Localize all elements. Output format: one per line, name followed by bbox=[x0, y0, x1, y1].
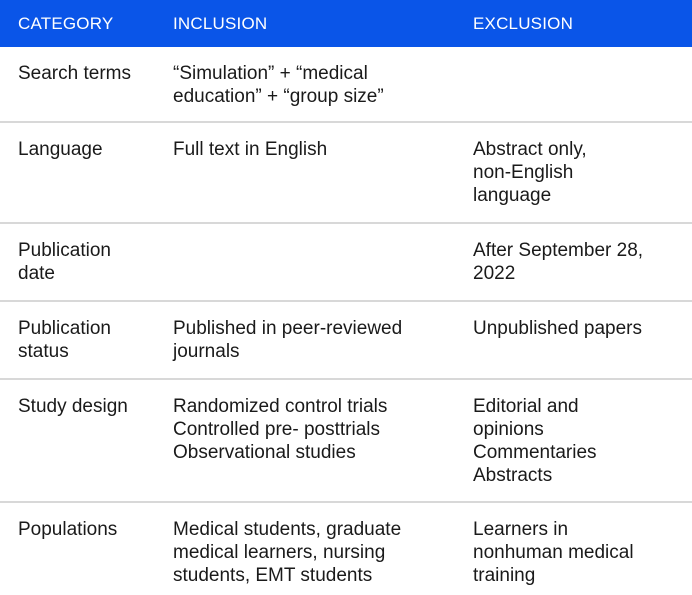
exclusion-cell: Abstract only, non-English language bbox=[473, 139, 587, 206]
header-inclusion: INCLUSION bbox=[173, 13, 268, 33]
table-header bbox=[0, 0, 692, 47]
table-row bbox=[0, 380, 692, 503]
exclusion-cell: After September 28, 2022 bbox=[473, 240, 644, 284]
inclusion-cell: Published in peer-reviewed journals bbox=[173, 318, 403, 362]
category-cell: Search terms bbox=[18, 63, 131, 84]
category-cell: Publication status bbox=[18, 318, 111, 362]
category-cell: Language bbox=[18, 139, 103, 160]
category-cell: Publication date bbox=[18, 240, 111, 284]
exclusion-cell: Editorial and opinions Commentaries Abstracts bbox=[473, 396, 597, 486]
table-row bbox=[0, 503, 692, 595]
table-row bbox=[0, 224, 692, 302]
inclusion-cell: Full text in English bbox=[173, 139, 328, 160]
table-row bbox=[0, 123, 692, 224]
category-cell: Study design bbox=[18, 396, 128, 417]
table-row bbox=[0, 302, 692, 380]
inclusion-cell: Medical students, graduate medical learners, nursing students, EMT students bbox=[173, 519, 402, 586]
inclusion-cell bbox=[155, 224, 455, 300]
inclusion-cell: “Simulation” + “medical education” + “group size” bbox=[173, 63, 384, 107]
exclusion-cell: Unpublished papers bbox=[473, 318, 643, 339]
table-row bbox=[0, 47, 692, 123]
exclusion-cell: Learners in nonhuman medical training bbox=[473, 519, 634, 586]
header-category: CATEGORY bbox=[18, 13, 114, 33]
category-cell: Populations bbox=[18, 519, 118, 540]
inclusion-cell: Randomized control trials Controlled pre- posttrials Observational studies bbox=[173, 396, 388, 463]
header-exclusion: EXCLUSION bbox=[473, 13, 574, 33]
exclusion-cell bbox=[455, 47, 692, 121]
